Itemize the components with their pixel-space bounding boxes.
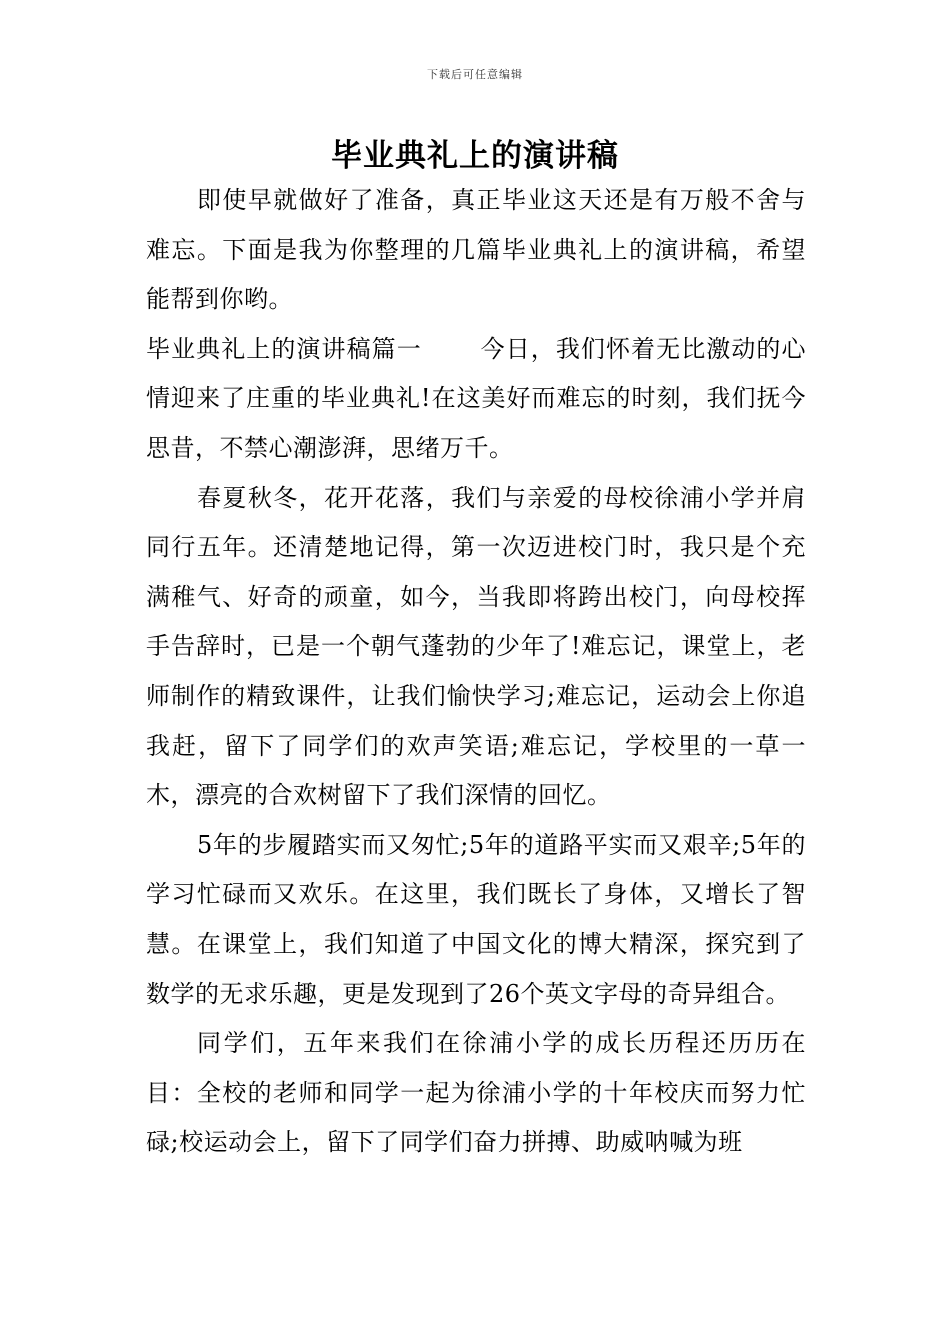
section-one-paragraph: 毕业典礼上的演讲稿篇一 今日，我们怀着无比激动的心情迎来了庄重的毕业典礼!在这美好而难忘的时刻，我们抚今思昔，不禁心潮澎湃，思绪万千。 — [146, 334, 806, 462]
header-note: 下载后可任意编辑 — [427, 68, 523, 81]
document-body — [146, 176, 806, 1168]
body-paragraph: 5年的步履踏实而又匆忙;5年的道路平实而又艰辛;5年的学习忙碌而又欢乐。在这里，我们既长了身体，又增长了智慧。在课堂上，我们知道了中国文化的博大精深，探究到了数学的无求乐趣，更是发现到了26个英文字母的奇异组合。 — [146, 830, 806, 1008]
document-title: 毕业典礼上的演讲稿 — [331, 138, 619, 174]
body-paragraph: 同学们，五年来我们在徐浦小学的成长历程还历历在目：全校的老师和同学一起为徐浦小学的十年校庆而努力忙碌;校运动会上，留下了同学们奋力拼搏、助威呐喊为班 — [146, 1029, 806, 1157]
body-paragraph: 春夏秋冬，花开花落，我们与亲爱的母校徐浦小学并肩同行五年。还清楚地记得，第一次迈进校门时，我只是个充满稚气、好奇的顽童，如今，当我即将跨出校门，向母校挥手告辞时，已是一个朝气蓬勃的少年了!难忘记，课堂上，老师制作的精致课件，让我们愉快学习;难忘记，运动会上你追我赶，留下了同学们的欢声笑语;难忘记，学校里的一草一木，漂亮的合欢树留下了我们深情的回忆。 — [146, 483, 806, 810]
intro-paragraph: 即使早就做好了准备，真正毕业这天还是有万般不舍与难忘。下面是我为你整理的几篇毕业典礼上的演讲稿，希望能帮到你哟。 — [146, 186, 806, 314]
